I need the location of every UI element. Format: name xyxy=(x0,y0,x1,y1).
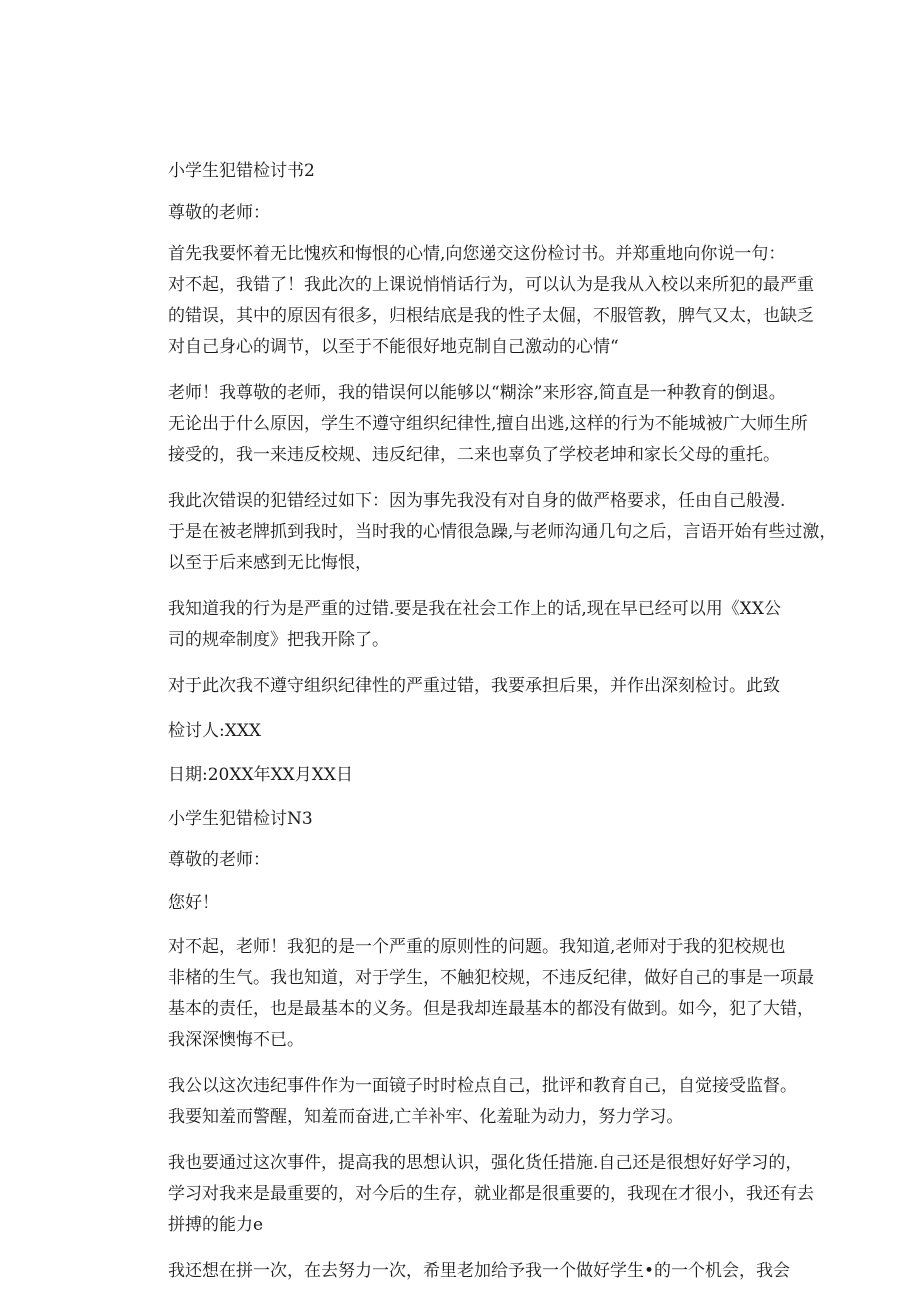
document-page xyxy=(140,156,837,1287)
text-line: 我此次错误的犯错经过如下：因为事先我没有对自身的做严格要求，任由自己般漫. xyxy=(168,491,786,511)
text-line: 以至于后来感到无比悔恨， xyxy=(168,553,372,573)
section2-paragraph-1 xyxy=(140,932,814,1056)
section2-paragraph-2 xyxy=(140,1071,800,1133)
text-line: 对不起，我错了！我此次的上课说悄悄话行为，可以认为是我从入校以来所犯的最严重 xyxy=(168,275,814,295)
text-line: 司的规牵制度》把我开除了。 xyxy=(168,630,389,650)
section2-greeting: 您好！ xyxy=(168,893,219,913)
text-line: 首先我要怀着无比愧疚和悔恨的心情,向您递交这份检讨书。并郑重地向你说一句： xyxy=(168,244,786,264)
section1-title: 小学生犯错检讨书2 xyxy=(168,161,315,181)
section2-paragraph-3 xyxy=(140,1148,814,1241)
section1-salutation: 尊敬的老师： xyxy=(168,203,270,223)
text-line: 学习对我来是最重要的，对今后的生存，就业都是很重要的，我现在才很小，我还有去 xyxy=(168,1184,814,1204)
section2-paragraph-4 xyxy=(140,1256,800,1287)
text-line: 拼搏的能力e xyxy=(168,1215,264,1235)
text-line: 的错误，其中的原因有很多，归根结底是我的性子太倔，不服管教，脾气又太，也缺乏 xyxy=(168,306,814,326)
text-line: 我深深懊悔不已。 xyxy=(168,1030,304,1050)
text-line: 对不起，老师！我犯的是一个严重的原则性的问题。我知道,老师对于我的犯校规也 xyxy=(168,937,786,957)
text-line: 对于此次我不遵守组织纪律性的严重过错，我要承担后果，并作出深刻检讨。此致 xyxy=(168,676,780,696)
signer-line: 检讨人:XXX xyxy=(168,721,262,741)
section1-paragraph-2 xyxy=(140,378,808,471)
text-line: 我知道我的行为是严重的过错.要是我在社会工作上的话,现在早已经可以用《XX公 xyxy=(168,599,782,619)
text-line: 基本的责任，也是最基本的义务。但是我却连最基本的都没有做到。如今，犯了大错， xyxy=(168,999,814,1019)
section1-paragraph-3 xyxy=(140,486,837,579)
date-line: 日期:20XX年XX月XX日 xyxy=(168,765,353,785)
text-line: 我公以这次违纪事件作为一面镜子时时检点自己，批评和教育自己，自觉接受监督。 xyxy=(168,1076,797,1096)
text-line: 我也要通过这次事件，提高我的思想认识，强化货任措施.自己还是很想好好学习的， xyxy=(168,1153,803,1173)
section1-paragraph-1 xyxy=(140,239,814,363)
text-line: 于是在被老牌抓到我时，当时我的心情很急躁,与老师沟通几句之后，言语开始有些过激， xyxy=(168,522,837,542)
section2-title: 小学生犯错检讨N3 xyxy=(168,809,313,829)
section1-paragraph-5 xyxy=(140,671,800,702)
text-line: 我还想在拼一次，在去努力一次，希里老加给予我一个做好学生•的一个机会，我会 xyxy=(168,1261,791,1281)
text-line: 我要知羞而警醒，知羞而奋进,亡羊补牢、化羞耻为动力，努力学习。 xyxy=(168,1107,684,1127)
text-line: 接受的，我一来违反校规、违反纪律，二来也辜负了学校老坤和家长父母的重托。 xyxy=(168,445,780,465)
section1-paragraph-4 xyxy=(140,594,800,656)
text-line: 对自己身心的调节，以至于不能很好地克制自己激动的心情“ xyxy=(168,337,619,357)
section2-salutation: 尊敬的老师： xyxy=(168,850,270,870)
text-line: 非楮的生气。我也知道，对于学生，不触犯校规，不违反纪律，做好自己的事是一项最 xyxy=(168,968,814,988)
text-line: 老师！我尊敬的老师，我的错误何以能够以“糊涂”来形容,简直是一种教育的倒退。 xyxy=(168,383,786,403)
text-line: 无论出于什么原因，学生不遵守组织纪律性,擅自出逃,这样的行为不能城被广大师生所 xyxy=(168,414,808,434)
